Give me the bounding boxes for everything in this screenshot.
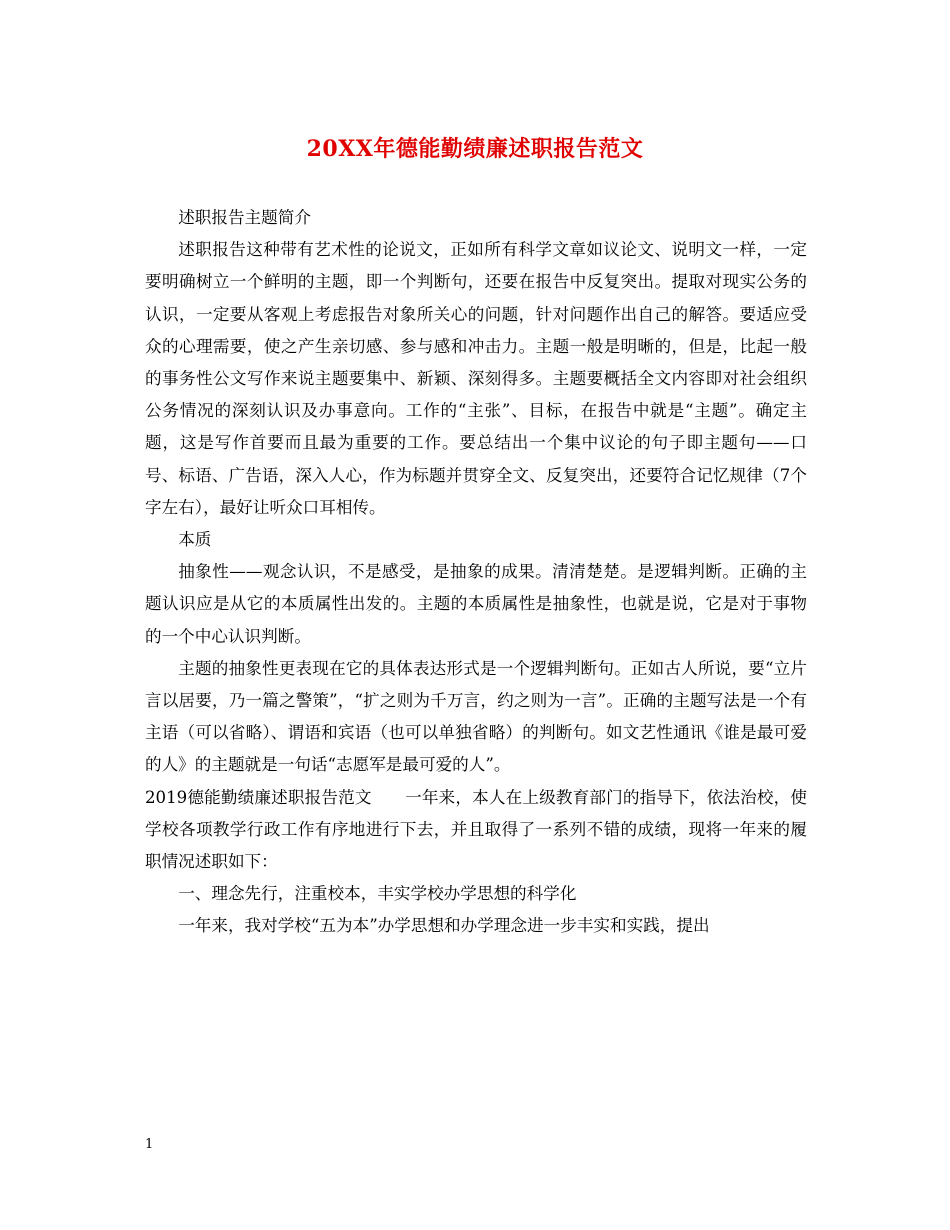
- paragraph-intro-body: 述职报告这种带有艺术性的论说文，正如所有科学文章如议论文、说明文一样，一定要明确树立一个鲜明的主题，即一个判断句，还要在报告中反复突出。提取对现实公务的认识，一定要从客观上考虑报告对象所关心的问题，针对问题作出自己的解答。要适应受众的心理需要，使之产生亲切感、参与感和冲击力。主题一般是明晰的，但是，比起一般的事务性公文写作来说主题要集中、新颖、深刻得多。主题要概括全文内容即对社会组织公务情况的深刻认识及办事意向。工作的“主张”、目标，在报告中就是“主题”。确定主题，这是写作首要而且最为重要的工作。要总结出一个集中议论的句子即主题句——口号、标语、广告语，深入人心，作为标题并贯穿全文、反复突出，还要符合记忆规律（7个字左右），最好让听众口耳相传。: [145, 240, 807, 517]
- paragraph-logical-judgment: 主题的抽象性更表现在它的具体表达形式是一个逻辑判断句。正如古人所说，要“立片言以居要，乃一篇之警策”，“扩之则为千万言，约之则为一言”。正确的主题写法是一个有主语（可以省略）、谓语和宾语（也可以单独省略）的判断句。如文艺性通讯《谁是最可爱的人》的主题就是一句话“志愿军是最可爱的人”。: [145, 658, 807, 775]
- paragraph-section-heading-one: 一、理念先行，注重校本，丰实学校办学思想的科学化: [178, 884, 577, 904]
- document-title: 20XX年德能勤绩廉述职报告范文: [306, 136, 644, 162]
- paragraph-report-opening: 2019德能勤绩廉述职报告范文 一年来，本人在上级教育部门的指导下，依法治校，使学校各项教学行政工作有序地进行下去，并且取得了一系列不错的成绩，现将一年来的履职情况述职如下：: [145, 787, 807, 872]
- paragraph-abstractness: 抽象性——观念认识，不是感受，是抽象的成果。清清楚楚。是逻辑判断。正确的主题认识应是从它的本质属性出发的。主题的本质属性是抽象性，也就是说，它是对于事物的一个中心认识判断。: [145, 562, 807, 646]
- document-body: [145, 202, 807, 943]
- paragraph-section-heading-intro: 述职报告主题简介: [178, 208, 311, 227]
- paragraph-section-heading-essence: 本质: [178, 530, 212, 550]
- page-number: 1: [145, 1137, 154, 1152]
- paragraph-section-one-body: 一年来，我对学校“五为本”办学思想和办学理念进一步丰实和实践，提出: [178, 916, 710, 936]
